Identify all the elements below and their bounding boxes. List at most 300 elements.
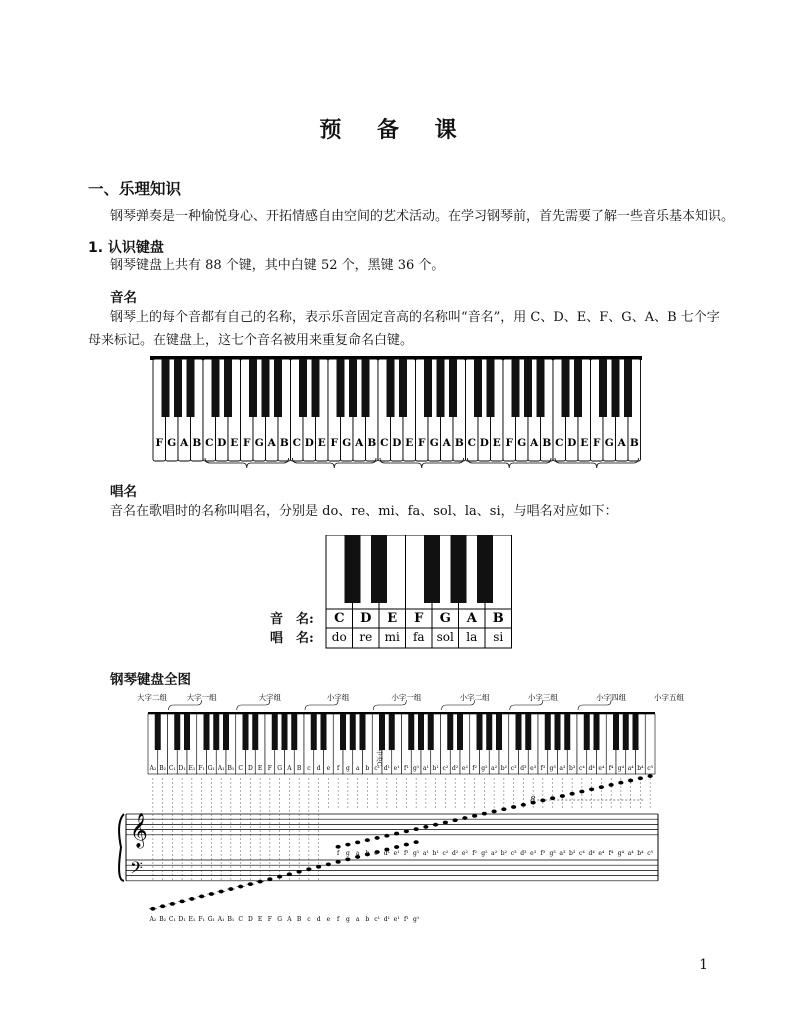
black-key — [424, 535, 440, 603]
white-key-label: B — [279, 437, 289, 449]
treble-clef-icon: 𝄞 — [130, 812, 148, 848]
key-label: e² — [461, 765, 468, 772]
black-key — [487, 359, 495, 417]
white-key-label: B — [542, 437, 552, 449]
black-key — [555, 714, 561, 750]
treble-note-label: b³ — [569, 849, 576, 857]
black-key — [340, 714, 346, 750]
bass-note-label: G₁ — [207, 916, 215, 923]
treble-note-label: b² — [500, 849, 507, 857]
treble-note-label: b¹ — [432, 849, 439, 857]
black-key — [184, 714, 190, 750]
black-key — [613, 714, 619, 750]
treble-note-label: f² — [472, 849, 477, 857]
white-key-label: A — [617, 437, 626, 449]
white-key-label: F — [505, 437, 513, 449]
white-key-label: G — [517, 437, 527, 449]
treble-note — [540, 798, 545, 802]
white-key-label: G — [167, 437, 177, 449]
black-key — [337, 359, 345, 417]
black-key — [274, 359, 282, 417]
bass-note-label: G — [277, 916, 283, 923]
treble-note-label: e² — [461, 849, 468, 857]
treble-note — [453, 818, 458, 822]
key-label: f² — [472, 765, 477, 772]
treble-note — [492, 810, 497, 814]
black-key — [212, 359, 220, 417]
treble-note — [404, 829, 409, 833]
key-label: A₁ — [217, 765, 225, 772]
white-key-label: E — [230, 437, 239, 449]
white-key-label: E — [317, 437, 326, 449]
treble-note — [433, 823, 438, 827]
treble-note — [482, 812, 487, 816]
full-keyboard-heading: 钢琴键盘全图 — [110, 672, 191, 688]
white-key-label: B — [629, 437, 639, 449]
note-name-label: E — [387, 611, 398, 626]
black-key — [243, 714, 249, 750]
treble-note-label: c⁴ — [578, 849, 585, 857]
key-label: E₁ — [188, 765, 196, 772]
treble-note-label: g¹ — [413, 849, 420, 857]
treble-note — [599, 785, 604, 789]
keyboard-diagram-note-names — [150, 356, 642, 468]
bass-note — [394, 845, 399, 849]
key-label: a³ — [559, 765, 566, 772]
bass-note-label: F₁ — [198, 916, 205, 923]
bass-note-label: f¹ — [404, 916, 409, 923]
treble-note — [570, 792, 575, 796]
key-label: g³ — [549, 765, 556, 772]
black-key — [624, 359, 632, 417]
treble-note-label: a — [355, 849, 360, 857]
full-keyboard-staff-chart — [118, 692, 688, 927]
white-key-label: G — [254, 437, 264, 449]
treble-note — [394, 832, 399, 836]
bass-note-label: g — [345, 916, 350, 923]
solfege-label: la — [466, 630, 478, 644]
black-key — [155, 714, 161, 750]
treble-note — [628, 779, 633, 783]
white-key-label: F — [593, 437, 601, 449]
bass-note — [316, 865, 321, 869]
note-name-label: G — [439, 611, 451, 626]
treble-note-label: d¹ — [383, 849, 390, 857]
white-key-label: F — [418, 437, 426, 449]
black-key — [174, 714, 180, 750]
note-name-label: C — [334, 611, 345, 626]
ottava-mark: 8 — [530, 795, 536, 804]
key-label: a² — [491, 765, 498, 772]
black-key — [451, 535, 467, 603]
bass-note-label: b — [365, 916, 370, 923]
key-label: b — [365, 765, 370, 772]
white-key-label: G — [342, 437, 352, 449]
key-label: d³ — [520, 765, 527, 772]
bass-note-label: B — [296, 916, 302, 923]
treble-note — [375, 836, 380, 840]
bass-note — [326, 862, 331, 866]
key-label: b² — [500, 765, 507, 772]
black-key — [584, 714, 590, 750]
black-key — [623, 714, 629, 750]
white-key-label: C — [555, 437, 564, 449]
bass-note-label: c¹ — [374, 916, 381, 923]
treble-note — [638, 776, 643, 780]
white-key-label: F — [155, 437, 163, 449]
treble-note-label: c¹ — [374, 849, 381, 857]
black-key — [424, 359, 432, 417]
treble-note — [589, 787, 594, 791]
white-key-label: G — [429, 437, 439, 449]
black-key — [447, 714, 453, 750]
treble-note-label: g — [345, 849, 350, 857]
key-label: C₁ — [168, 765, 176, 772]
treble-note — [345, 843, 350, 847]
treble-note-label: f³ — [540, 849, 546, 857]
sub-heading-keyboard: 1. 认识键盘 — [88, 240, 164, 256]
treble-note — [414, 827, 419, 831]
note-name-row-label: 音 名: — [270, 612, 314, 627]
bass-note-label: e — [326, 916, 331, 923]
key-label: d² — [452, 765, 459, 772]
bass-note-label: D₁ — [178, 916, 186, 923]
bass-note-label: f — [337, 916, 340, 923]
black-key — [299, 359, 307, 417]
black-key — [496, 714, 502, 750]
solfege-row-label: 唱 名: — [270, 631, 314, 646]
white-key-label: D — [567, 437, 577, 449]
black-key — [311, 714, 317, 750]
bass-note-label: B₁ — [227, 916, 235, 923]
key-label: d⁴ — [588, 765, 595, 772]
octave-group-label: 小字一组 — [391, 693, 422, 702]
note-name-label: F — [414, 611, 424, 626]
black-key — [349, 359, 357, 417]
white-key-label: G — [604, 437, 614, 449]
treble-note — [579, 790, 584, 794]
key-label: B — [296, 765, 302, 772]
treble-note-label: g⁴ — [617, 849, 624, 857]
note-name-label: A — [466, 611, 477, 626]
octave-group-label: 大字二组 — [137, 693, 167, 702]
bass-note-label: c — [307, 916, 311, 923]
page-title: 预 备 课 — [319, 118, 471, 143]
bass-note-label: E₁ — [188, 916, 196, 923]
treble-note — [443, 821, 448, 825]
solfege-heading: 唱名 — [110, 484, 137, 500]
octave-group-label: 小字三组 — [527, 693, 558, 702]
treble-note-label: c² — [442, 849, 449, 857]
treble-note — [336, 845, 341, 849]
treble-note-label: g² — [481, 849, 488, 857]
white-key-label: A — [442, 437, 451, 449]
white-key-label: E — [580, 437, 589, 449]
bass-note — [277, 875, 282, 879]
bass-note — [287, 872, 292, 876]
key-label: g¹ — [413, 765, 420, 772]
black-key — [545, 714, 551, 750]
bass-note-label: d¹ — [383, 916, 390, 923]
section-heading: 一、乐理知识 — [88, 180, 182, 198]
black-key — [223, 714, 229, 750]
key-label: g² — [481, 765, 488, 772]
treble-note-label: f¹ — [404, 849, 409, 857]
black-key — [224, 359, 232, 417]
black-key — [474, 359, 482, 417]
bass-note — [297, 870, 302, 874]
bass-note — [267, 877, 272, 881]
solfege-label: si — [493, 630, 504, 644]
black-key — [387, 359, 395, 417]
white-key-label: A — [267, 437, 276, 449]
black-key — [174, 359, 182, 417]
key-label: A — [287, 765, 292, 772]
note-name-label: B — [492, 611, 504, 626]
treble-note-label: c³ — [510, 849, 517, 857]
black-key — [371, 535, 387, 603]
key-label: B₁ — [227, 765, 235, 772]
treble-note — [472, 814, 477, 818]
bass-note — [336, 860, 341, 864]
solfege-label: sol — [436, 630, 454, 644]
treble-note-label: e¹ — [393, 849, 400, 857]
black-key — [486, 714, 492, 750]
bass-note-label: D — [247, 916, 253, 923]
octave-group-label: 小字二组 — [459, 693, 490, 702]
key-label: g⁴ — [617, 765, 624, 772]
solfege-label: mi — [384, 630, 400, 644]
black-key — [321, 714, 327, 750]
key-label: f¹ — [404, 765, 409, 772]
key-label: d¹ — [383, 765, 390, 772]
bass-note — [414, 840, 419, 844]
white-key-label: A — [530, 437, 539, 449]
treble-note — [384, 834, 389, 838]
treble-note — [355, 840, 360, 844]
black-key — [633, 714, 639, 750]
octave-group-label: 大字组 — [258, 693, 282, 702]
key-label: e⁴ — [598, 765, 605, 772]
key-label: b³ — [569, 765, 576, 772]
key-label: a¹ — [422, 765, 429, 772]
key-label: f³ — [540, 765, 546, 772]
black-key — [362, 359, 370, 417]
octave-group-label: 小字组 — [326, 693, 350, 702]
bass-note — [345, 858, 350, 862]
black-key — [399, 359, 407, 417]
white-key-label: B — [367, 437, 377, 449]
black-key — [252, 714, 258, 750]
black-key — [574, 359, 582, 417]
treble-note-label: a³ — [559, 849, 566, 857]
white-key-label: B — [192, 437, 202, 449]
bass-note-label: C₁ — [168, 916, 176, 923]
white-key-label: C — [380, 437, 389, 449]
treble-note-label: b — [365, 849, 370, 857]
bass-note-label: a — [355, 916, 360, 923]
bass-note — [306, 867, 311, 871]
treble-note-label: a⁴ — [627, 849, 634, 857]
key-label: e¹ — [393, 765, 400, 772]
treble-note — [423, 825, 428, 829]
octave-group-label: 小字五组 — [654, 693, 684, 702]
key-label: a — [355, 765, 360, 772]
key-label: F₁ — [198, 765, 205, 772]
key-label: e — [326, 765, 331, 772]
black-key — [360, 714, 366, 750]
white-key-label: D — [304, 437, 314, 449]
treble-note — [648, 774, 653, 778]
bass-note-label: e¹ — [393, 916, 400, 923]
black-key — [262, 359, 270, 417]
treble-note-label: a² — [491, 849, 498, 857]
black-key — [204, 714, 210, 750]
treble-note — [462, 816, 467, 820]
key-label: e³ — [530, 765, 537, 772]
octave-group-label: 大字一组 — [186, 693, 217, 702]
treble-note-label: f — [337, 849, 340, 857]
black-key — [187, 359, 195, 417]
key-label: b⁴ — [637, 765, 644, 772]
bass-note-label: C — [238, 916, 243, 923]
treble-note-label: b⁴ — [637, 849, 644, 857]
black-key — [249, 359, 257, 417]
treble-note-label: f⁴ — [608, 849, 614, 857]
treble-note-label: c⁵ — [647, 849, 654, 857]
key-label: D — [247, 765, 253, 772]
black-key — [512, 359, 520, 417]
bass-note — [404, 843, 409, 847]
bass-note-label: B₂ — [159, 916, 167, 923]
key-label: c — [307, 765, 311, 772]
white-key-label: C — [467, 437, 476, 449]
treble-note — [550, 796, 555, 800]
key-label: A₂ — [149, 765, 157, 772]
white-key-label: A — [355, 437, 364, 449]
treble-note-label: e³ — [530, 849, 537, 857]
note-name-label: D — [360, 611, 372, 626]
solfege-text: 音名在歌唱时的名称叫唱名，分别是 do、re、mi、fa、sol、la、si，与唱名对应如下： — [110, 504, 618, 519]
black-key — [537, 359, 545, 417]
black-key — [389, 714, 395, 750]
key-label: f — [337, 765, 340, 772]
bass-note-label: d — [316, 916, 321, 923]
black-key — [418, 714, 424, 750]
black-key — [477, 535, 493, 603]
key-label: b¹ — [432, 765, 439, 772]
page-number: 1 — [699, 957, 708, 973]
key-label: c⁵ — [647, 765, 654, 772]
middle-c-label: 中央C — [375, 749, 383, 767]
black-key — [408, 714, 414, 750]
black-key — [477, 714, 483, 750]
white-key-label: D — [479, 437, 489, 449]
treble-note — [560, 794, 565, 798]
white-key-label: E — [492, 437, 501, 449]
key-label: G — [277, 765, 283, 772]
white-key-label: E — [405, 437, 414, 449]
key-label: c⁴ — [578, 765, 585, 772]
octave-solfege-figure — [260, 535, 520, 650]
bass-note-label: A₂ — [149, 916, 157, 923]
black-key — [345, 535, 361, 603]
black-key — [562, 359, 570, 417]
black-key — [350, 714, 356, 750]
key-label: g — [345, 765, 350, 772]
key-label: C — [238, 765, 243, 772]
treble-note — [365, 838, 370, 842]
treble-note-label: g³ — [549, 849, 556, 857]
black-key — [525, 714, 531, 750]
treble-note — [618, 781, 623, 785]
black-key — [524, 359, 532, 417]
key-label: c³ — [510, 765, 517, 772]
keyboard-count-text: 钢琴键盘上共有 88 个键，其中白键 52 个，黑键 36 个。 — [110, 258, 445, 273]
key-label: c² — [442, 765, 449, 772]
black-key — [291, 714, 297, 750]
treble-note-label: e⁴ — [598, 849, 605, 857]
bass-note-label: g¹ — [413, 916, 420, 923]
key-label: a⁴ — [627, 765, 634, 772]
brace — [119, 814, 124, 881]
key-label: f⁴ — [608, 765, 614, 772]
bass-note-label: A — [287, 916, 292, 923]
treble-note — [501, 807, 506, 811]
black-key — [599, 359, 607, 417]
bass-note-label: E — [257, 916, 263, 923]
white-key-label: C — [205, 437, 214, 449]
treble-note — [609, 783, 614, 787]
key-label: B₂ — [159, 765, 167, 772]
bass-note-label: A₁ — [217, 916, 225, 923]
treble-note-label: a¹ — [422, 849, 429, 857]
intro-paragraph: 钢琴弹奏是一种愉悦身心、开拓情感自由空间的艺术活动。在学习钢琴前，首先需要了解一些音乐基本知识。 — [110, 209, 735, 224]
white-key-label: C — [292, 437, 301, 449]
black-key — [312, 359, 320, 417]
keyboard-top-bar — [148, 712, 655, 714]
black-key — [594, 714, 600, 750]
treble-note — [521, 803, 526, 807]
white-key-label: F — [243, 437, 251, 449]
key-label: D₁ — [178, 765, 186, 772]
note-names-text-2: 母来标记。在键盘上，这七个音名被用来重复命名白键。 — [88, 333, 414, 348]
black-key — [282, 714, 288, 750]
black-key — [449, 359, 457, 417]
note-names-text-1: 钢琴上的每个音都有自己的名称，表示乐音固定音高的名称叫“音名”，用 C、D、E、F、G、A、B 七个字 — [110, 310, 720, 325]
black-key — [612, 359, 620, 417]
octave-keyboard — [325, 535, 515, 649]
white-key-label: D — [392, 437, 402, 449]
treble-note-label: d⁴ — [588, 849, 595, 857]
black-key — [437, 359, 445, 417]
treble-note — [511, 805, 516, 809]
bass-note-label: F — [267, 916, 272, 923]
black-key — [457, 714, 463, 750]
note-names-heading: 音名 — [110, 290, 137, 306]
treble-note-label: d² — [452, 849, 459, 857]
solfege-label: re — [359, 630, 373, 644]
bass-clef-icon: 𝄢 — [130, 857, 143, 882]
black-key — [213, 714, 219, 750]
black-key — [516, 714, 522, 750]
octave-group-label: 小字四组 — [596, 693, 627, 702]
black-key — [379, 714, 385, 750]
white-key-label: D — [217, 437, 227, 449]
white-key-label: F — [330, 437, 338, 449]
black-key — [564, 714, 570, 750]
key-label: E — [257, 765, 263, 772]
